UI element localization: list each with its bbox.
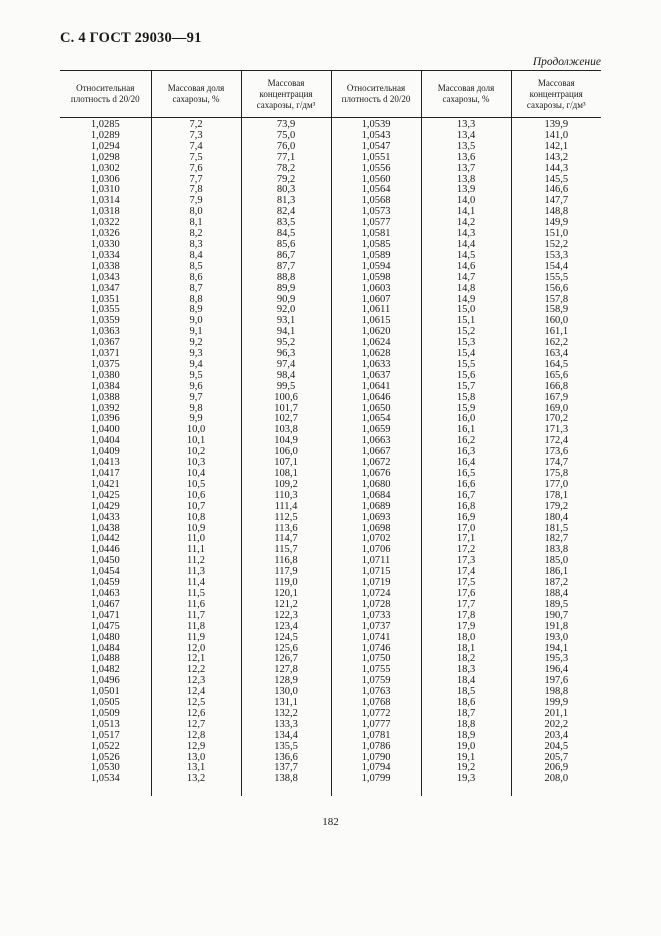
column-header-mass-fraction-1: Массовая доля сахарозы, % — [151, 71, 241, 118]
mass-fraction-column-1: 7,2 7,3 7,4 7,5 7,6 7,7 7,8 7,9 8,0 8,1 8,2 8,3 8,4 8,5 8,6 8,7 8,8 8,9 9,0 9,1 9,2 9,3 9,4 9,5 9,6 9,7 9,8 9,9 10,0 10,1 10,2 10,3 10,4 10,5 10,6 10,7 10,8 10,9 11,0 11,1 11,2 11,3 11,4 11,5 11,6 11,7 11,8 11,9 12,0 12,1 12,2 12,3 12,4 12,5 12,6 12,7 12,8 12,9 13,0 13,1 13,2 — [151, 118, 241, 797]
concentration-column-1: 73,9 75,0 76,0 77,1 78,2 79,2 80,3 81,3 82,4 83,5 84,5 85,6 86,7 87,7 88,8 89,9 90,9 92,0 93,1 94,1 95,2 96,3 97,4 98,4 99,5 100,6 101,7 102,7 103,8 104,9 106,0 107,1 108,1 109,2 110,3 111,4 112,5 113,6 114,7 115,7 116,8 117,9 119,0 120,1 121,2 122,3 123,4 124,5 125,6 126,7 127,8 128,9 130,0 131,1 132,2 133,3 134,4 135,5 136,6 137,7 138,8 — [241, 118, 331, 797]
page-number: 182 — [322, 816, 339, 828]
column-header-density-1: Относительная плотность d 20/20 — [60, 71, 151, 118]
table-header-row — [60, 71, 601, 118]
density-column-2: 1,0539 1,0543 1,0547 1,0551 1,0556 1,0560 1,0564 1,0568 1,0573 1,0577 1,0581 1,0585 1,0589 1,0594 1,0598 1,0603 1,0607 1,0611 1,0615 1,0620 1,0624 1,0628 1,0633 1,0637 1,0641 1,0646 1,0650 1,0654 1,0659 1,0663 1,0667 1,0672 1,0676 1,0680 1,0684 1,0689 1,0693 1,0698 1,0702 1,0706 1,0711 1,0715 1,0719 1,0724 1,0728 1,0733 1,0737 1,0741 1,0746 1,0750 1,0755 1,0759 1,0763 1,0768 1,0772 1,0777 1,0781 1,0786 1,0790 1,0794 1,0799 — [331, 118, 421, 797]
sucrose-density-table — [60, 70, 601, 796]
column-header-concentration-2: Массовая концентрация сахарозы, г/дм³ — [511, 71, 601, 118]
continuation-label: Продолжение — [532, 56, 601, 68]
column-header-density-2: Относительная плотность d 20/20 — [331, 71, 421, 118]
page-header: С. 4 ГОСТ 29030—91 — [60, 30, 202, 46]
concentration-column-2: 139,9 141,0 142,1 143,2 144,3 145,5 146,6 147,7 148,8 149,9 151,0 152,2 153,3 154,4 155,5 156,6 157,8 158,9 160,0 161,1 162,2 163,4 164,5 165,6 166,8 167,9 169,0 170,2 171,3 172,4 173,6 174,7 175,8 177,0 178,1 179,2 180,4 181,5 182,7 183,8 185,0 186,1 187,2 188,4 189,5 190,7 191,8 193,0 194,1 195,3 196,4 197,6 198,8 199,9 201,1 202,2 203,4 204,5 205,7 206,9 208,0 — [511, 118, 601, 797]
column-header-concentration-1: Массовая концентрация сахарозы, г/дм³ — [241, 71, 331, 118]
mass-fraction-column-2: 13,3 13,4 13,5 13,6 13,7 13,8 13,9 14,0 14,1 14,2 14,3 14,4 14,5 14,6 14,7 14,8 14,9 15,0 15,1 15,2 15,3 15,4 15,5 15,6 15,7 15,8 15,9 16,0 16,1 16,2 16,3 16,4 16,5 16,6 16,7 16,8 16,9 17,0 17,1 17,2 17,3 17,4 17,5 17,6 17,7 17,8 17,9 18,0 18,1 18,2 18,3 18,4 18,5 18,6 18,7 18,8 18,9 19,0 19,1 19,2 19,3 — [421, 118, 511, 797]
density-column-1: 1,0285 1,0289 1,0294 1,0298 1,0302 1,0306 1,0310 1,0314 1,0318 1,0322 1,0326 1,0330 1,0334 1,0338 1,0343 1,0347 1,0351 1,0355 1,0359 1,0363 1,0367 1,0371 1,0375 1,0380 1,0384 1,0388 1,0392 1,0396 1,0400 1,0404 1,0409 1,0413 1,0417 1,0421 1,0425 1,0429 1,0433 1,0438 1,0442 1,0446 1,0450 1,0454 1,0459 1,0463 1,0467 1,0471 1,0475 1,0480 1,0484 1,0488 1,0482 1,0496 1,0501 1,0505 1,0509 1,0513 1,0517 1,0522 1,0526 1,0530 1,0534 — [90, 119, 120, 785]
table-body-row — [60, 118, 601, 797]
column-header-mass-fraction-2: Массовая доля сахарозы, % — [421, 71, 511, 118]
